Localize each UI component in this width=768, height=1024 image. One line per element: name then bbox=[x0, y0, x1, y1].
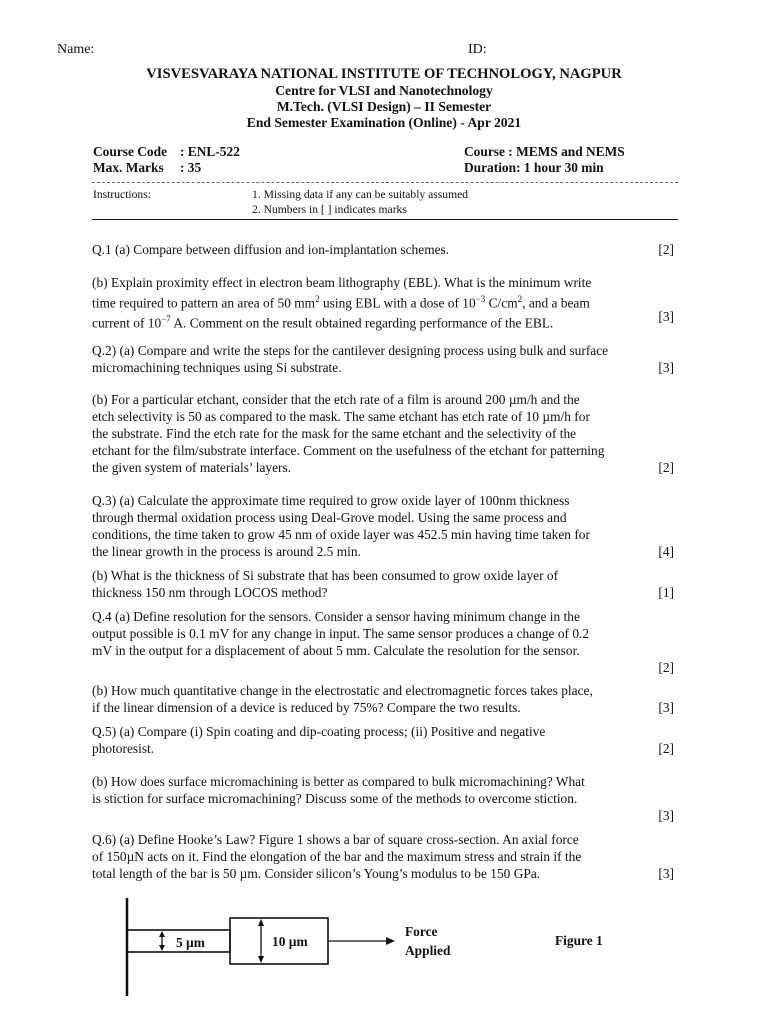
question-2b bbox=[92, 391, 674, 476]
question-5b bbox=[92, 773, 674, 823]
arrow-up-icon bbox=[258, 919, 264, 926]
question-text: Q.5) (a) Compare (i) Spin coating and dip-coating process; (ii) Positive and negative bbox=[92, 724, 546, 739]
question-text: if the linear dimension of a device is reduced by 75%? Compare the two results. bbox=[92, 700, 521, 715]
question-4a bbox=[92, 608, 674, 675]
question-text: total length of the bar is 50 µm. Consider silicon’s Young’s modulus to be 150 GPa. bbox=[92, 866, 541, 881]
question-text: (b) What is the thickness of Si substrate that has been consumed to grow oxide layer of bbox=[92, 568, 559, 583]
question-4b bbox=[92, 682, 674, 716]
duration: Duration: 1 hour 30 min bbox=[464, 160, 604, 175]
arrow-up-icon bbox=[159, 931, 165, 937]
question-text: (b) How much quantitative change in the electrostatic and electromagnetic forces takes place, bbox=[92, 683, 593, 698]
instruction-item: 2. Numbers in [ ] indicates marks bbox=[252, 203, 407, 216]
question-text: mV in the output for a displacement of about 5 mm. Calculate the resolution for the sensor. bbox=[92, 643, 580, 658]
question-text: of 150µN acts on it. Find the elongation of the bar and the maximum stress and strain if the bbox=[92, 849, 582, 864]
course-name: Course : MEMS and NEMS bbox=[464, 144, 625, 159]
id-label: ID: bbox=[468, 42, 487, 57]
instructions-label: Instructions: bbox=[93, 188, 151, 201]
question-text: Q.4 (a) Define resolution for the sensors. Consider a sensor having minimum change in the bbox=[92, 609, 580, 624]
marks: [2] bbox=[658, 242, 674, 257]
exam-title: End Semester Examination (Online) - Apr 2021 bbox=[246, 115, 522, 130]
question-text: (b) How does surface micromachining is better as compared to bulk micromachining? What bbox=[92, 774, 585, 789]
question-text: the linear growth in the process is around 2.5 min. bbox=[92, 544, 361, 559]
arrow-right-icon bbox=[386, 937, 395, 945]
marks: [3] bbox=[658, 808, 674, 823]
force-label: Applied bbox=[405, 943, 451, 958]
arrow-down-icon bbox=[159, 945, 165, 951]
max-marks-value: : 35 bbox=[180, 160, 202, 175]
marks: [2] bbox=[658, 660, 674, 675]
question-text: (b) For a particular etchant, consider that the etch rate of a film is around 200 µm/h and the bbox=[92, 392, 580, 407]
question-1a bbox=[92, 241, 674, 258]
marks: [4] bbox=[658, 544, 674, 559]
question-text: time required to pattern an area of 50 $mm^2$ using EBL with a dose of $10^{-3}$ $C/cm^2$, and a beam bbox=[92, 294, 590, 311]
question-3a bbox=[92, 492, 674, 560]
question-6a bbox=[92, 831, 674, 882]
question-text: the substrate. Find the etch rate for the mask for the same etchant and the selectivity of the bbox=[92, 426, 577, 441]
course-code-label: Course Code bbox=[93, 144, 168, 159]
question-text: (b) Explain proximity effect in electron beam lithography (EBL). What is the minimum write bbox=[92, 275, 592, 290]
question-text: etch selectivity is 50 as compared to the mask. The same etchant has etch rate of 10 µm/h for bbox=[92, 409, 590, 424]
instruction-item: 1. Missing data if any can be suitably assumed bbox=[252, 188, 469, 201]
question-text: through thermal oxidation process using Deal-Grove model. Using the same process and bbox=[92, 510, 567, 525]
solid-divider bbox=[92, 219, 678, 220]
question-text: etchant for the film/substrate interface. Comment on the usefulness of the etchant for patterning bbox=[92, 443, 605, 458]
marks: [1] bbox=[658, 585, 674, 600]
question-text: thickness 150 nm through LOCOS method? bbox=[92, 585, 328, 600]
question-text: Q.3) (a) Calculate the approximate time required to grow oxide layer of 100nm thickness bbox=[92, 493, 570, 508]
arrow-down-icon bbox=[258, 956, 264, 963]
question-text: the given system of materials’ layers. bbox=[92, 460, 292, 475]
course-code-value: : ENL-522 bbox=[180, 144, 240, 159]
question-3b bbox=[92, 567, 674, 601]
question-2a bbox=[92, 342, 674, 376]
figure-caption: Figure 1 bbox=[555, 933, 603, 948]
dimension-label-large: 10 µm bbox=[272, 934, 308, 949]
question-1b bbox=[92, 274, 674, 332]
question-text: output possible is 0.1 mV for any change in input. The same sensor produces a change of 0.2 bbox=[92, 626, 590, 641]
program-title: M.Tech. (VLSI Design) – II Semester bbox=[276, 99, 492, 114]
question-5a bbox=[92, 723, 674, 757]
marks: [3] bbox=[658, 700, 674, 715]
marks: [3] bbox=[658, 866, 674, 881]
question-text: Q.2) (a) Compare and write the steps for the cantilever designing process using bulk and surface bbox=[92, 343, 609, 358]
question-text: Q.1 (a) Compare between diffusion and ion-implantation schemes. bbox=[92, 242, 450, 257]
name-label: Name: bbox=[57, 42, 95, 57]
marks: [2] bbox=[658, 741, 674, 756]
question-text: photoresist. bbox=[92, 741, 155, 756]
question-text: conditions, the time taken to grow 45 nm of oxide layer was 452.5 min having time taken for bbox=[92, 527, 590, 542]
marks: [3] bbox=[658, 360, 674, 375]
figure-1-diagram bbox=[0, 890, 768, 1020]
marks: [2] bbox=[658, 460, 674, 475]
institute-title: VISVESVARAYA NATIONAL INSTITUTE OF TECHNOLOGY, NAGPUR bbox=[146, 66, 622, 82]
question-text: micromachining techniques using Si substrate. bbox=[92, 360, 342, 375]
question-text: Q.6) (a) Define Hooke’s Law? Figure 1 shows a bar of square cross-section. An axial force bbox=[92, 832, 579, 847]
centre-title: Centre for VLSI and Nanotechnology bbox=[275, 83, 493, 98]
marks: [3] bbox=[658, 309, 674, 324]
question-text: is stiction for surface micromachining? Discuss some of the methods to overcome stiction. bbox=[92, 791, 578, 806]
question-text: current of $10^{-7}$ A. Comment on the result obtained regarding performance of the EBL. bbox=[92, 314, 554, 331]
max-marks-label: Max. Marks bbox=[93, 160, 164, 175]
force-label: Force bbox=[405, 924, 438, 939]
dimension-label-small: 5 µm bbox=[176, 935, 205, 950]
dashed-divider bbox=[92, 182, 678, 183]
